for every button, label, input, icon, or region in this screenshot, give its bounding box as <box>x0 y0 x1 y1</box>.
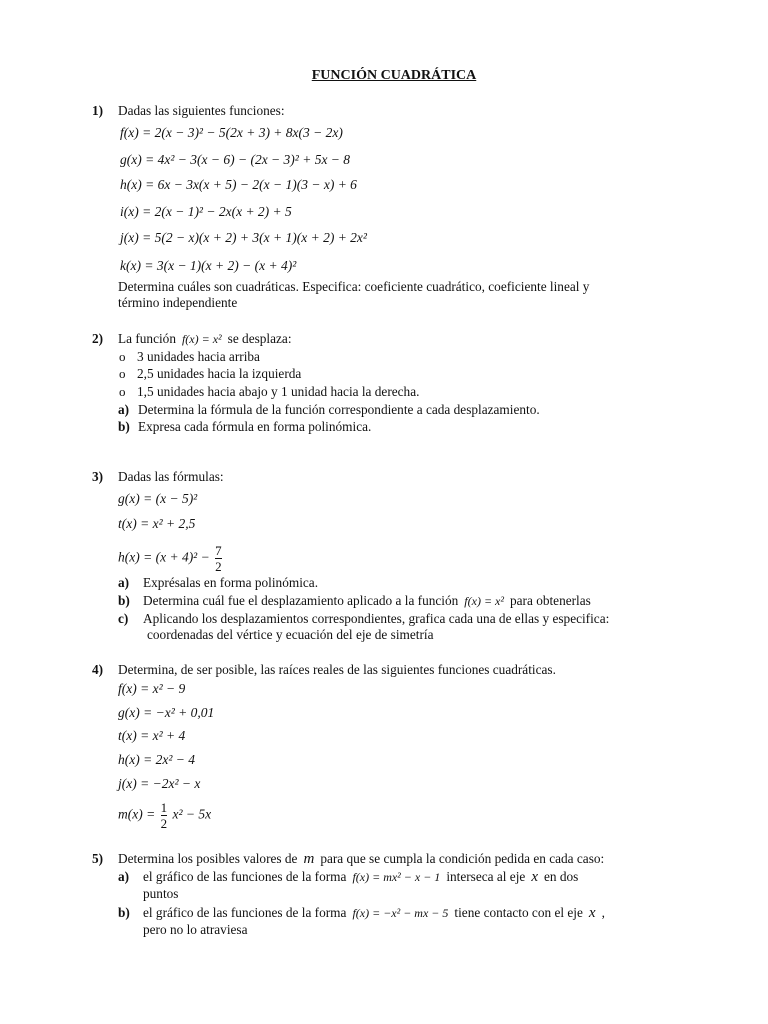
q1-instruction-line1: Determina cuáles son cuadráticas. Especifica: coeficiente cuadrático, coeficiente lineal y <box>118 279 590 294</box>
q4-m-fraction-den: 2 <box>160 816 168 831</box>
q4-function-j: j(x) = −2x² − x <box>118 776 201 791</box>
q5-item-b-axis: x <box>588 905 596 921</box>
q2-item-a-text: Determina la fórmula de la función correspondiente a cada desplazamiento. <box>138 402 540 417</box>
q5-item-a-label: a) <box>118 869 130 884</box>
q5-variable: m <box>303 851 315 867</box>
q5-number: 5) <box>92 851 104 866</box>
q1-function-f: f(x) = 2(x − 3)² − 5(2x + 3) + 8x(3 − 2x) <box>120 125 343 140</box>
q2-bullet-2: 2,5 unidades hacia la izquierda <box>137 366 302 381</box>
q4-intro: Determina, de ser posible, las raíces reales de las siguientes funciones cuadráticas. <box>118 662 556 677</box>
q3-item-b-formula: f(x) = x² <box>464 594 504 608</box>
q3-item-b-before: Determina cuál fue el desplazamiento aplicado a la función <box>143 593 459 608</box>
q2-item-b-text: Expresa cada fórmula en forma polinómica. <box>138 419 372 434</box>
q1-number: 1) <box>92 103 104 118</box>
q2-bullet-marker-2: o <box>119 366 126 381</box>
q2-item-a-label: a) <box>118 402 130 417</box>
q4-function-h: h(x) = 2x² − 4 <box>118 752 195 767</box>
q2-intro-after: se desplaza: <box>227 331 292 346</box>
q3-item-c-label: c) <box>118 611 129 626</box>
q5-item-b-line2: pero no lo atraviesa <box>143 922 248 937</box>
q2-bullet-marker-3: o <box>119 384 126 399</box>
q5-item-a-formula: f(x) = mx² − x − 1 <box>352 870 441 884</box>
q2-item-b-label: b) <box>118 419 130 434</box>
q5-item-a-line2: puntos <box>143 886 179 901</box>
q2-intro-before: La función <box>118 331 176 346</box>
q3-item-a-label: a) <box>118 575 130 590</box>
q1-function-g: g(x) = 4x² − 3(x − 6) − (2x − 3)² + 5x − 8 <box>120 152 351 167</box>
q4-m-fraction-num: 1 <box>160 800 168 815</box>
q5-item-b-after: , <box>601 905 605 920</box>
q3-formula-g: g(x) = (x − 5)² <box>118 491 198 506</box>
q5-intro <box>118 851 604 867</box>
q3-item-c-text-line2: coordenadas del vértice y ecuación del eje de simetría <box>147 627 434 642</box>
q3-formula-t: t(x) = x² + 2,5 <box>118 516 196 531</box>
q3-intro: Dadas las fórmulas: <box>118 469 224 484</box>
q4-number: 4) <box>92 662 104 677</box>
q1-intro: Dadas las siguientes funciones: <box>118 103 285 118</box>
q4-function-m-prefix: m(x) = <box>118 806 156 822</box>
q3-item-a-text: Exprésalas en forma polinómica. <box>143 575 319 590</box>
q3-formula-h <box>118 543 224 574</box>
q5-item-b-mid: tiene contacto con el eje <box>454 905 583 920</box>
q1-function-h: h(x) = 6x − 3x(x + 5) − 2(x − 1)(3 − x) + 6 <box>120 177 357 192</box>
q5-intro-after: para que se cumpla la condición pedida en cada caso: <box>320 851 605 866</box>
q5-item-b-before: el gráfico de las funciones de la forma <box>143 905 347 920</box>
q5-item-a-text <box>143 869 578 885</box>
q3-item-c-text: Aplicando los desplazamientos correspondientes, grafica cada una de ellas y especifica: <box>143 611 610 626</box>
q1-function-k: k(x) = 3(x − 1)(x + 2) − (x + 4)² <box>120 258 297 273</box>
q4-function-g: g(x) = −x² + 0,01 <box>118 705 215 720</box>
q2-bullet-1: 3 unidades hacia arriba <box>137 349 260 364</box>
q5-item-b-formula: f(x) = −x² − mx − 5 <box>352 906 449 920</box>
q5-item-a-mid: interseca al eje <box>446 869 526 884</box>
q5-item-b-text <box>143 905 605 921</box>
q4-function-f: f(x) = x² − 9 <box>118 681 186 696</box>
q1-function-j: j(x) = 5(2 − x)(x + 2) + 3(x + 1)(x + 2) + 2x² <box>120 230 367 245</box>
q4-function-m <box>118 800 211 831</box>
q4-function-m-fraction <box>161 800 168 831</box>
q3-number: 3) <box>92 469 104 484</box>
q5-item-a-after: en dos <box>543 869 579 884</box>
q3-formula-h-main: h(x) = (x + 4)² − <box>118 549 210 565</box>
q3-item-b-after: para obtenerlas <box>509 593 591 608</box>
q3-formula-h-fraction <box>215 543 222 574</box>
q5-item-a-axis: x <box>531 869 538 885</box>
q5-item-b-label: b) <box>118 905 130 920</box>
q4-function-t: t(x) = x² + 4 <box>118 728 186 743</box>
q2-intro <box>118 331 292 347</box>
q5-intro-before: Determina los posibles valores de <box>118 851 298 866</box>
page-title: FUNCIÓN CUADRÁTICA <box>311 68 477 83</box>
q4-function-m-suffix: x² − 5x <box>172 806 212 822</box>
q5-item-a-before: el gráfico de las funciones de la forma <box>143 869 347 884</box>
q3-fraction-den: 2 <box>215 559 222 574</box>
q2-bullet-3: 1,5 unidades hacia abajo y 1 unidad hacia la derecha. <box>137 384 420 399</box>
q3-item-b-text <box>143 593 591 609</box>
q1-function-i: i(x) = 2(x − 1)² − 2x(x + 2) + 5 <box>120 204 292 219</box>
q3-fraction-num: 7 <box>215 543 222 558</box>
q2-bullet-marker-1: o <box>119 349 126 364</box>
q2-number: 2) <box>92 331 104 346</box>
q1-instruction-line2: término independiente <box>118 295 238 310</box>
q2-intro-formula: f(x) = x² <box>181 332 222 346</box>
q3-item-b-label: b) <box>118 593 130 608</box>
